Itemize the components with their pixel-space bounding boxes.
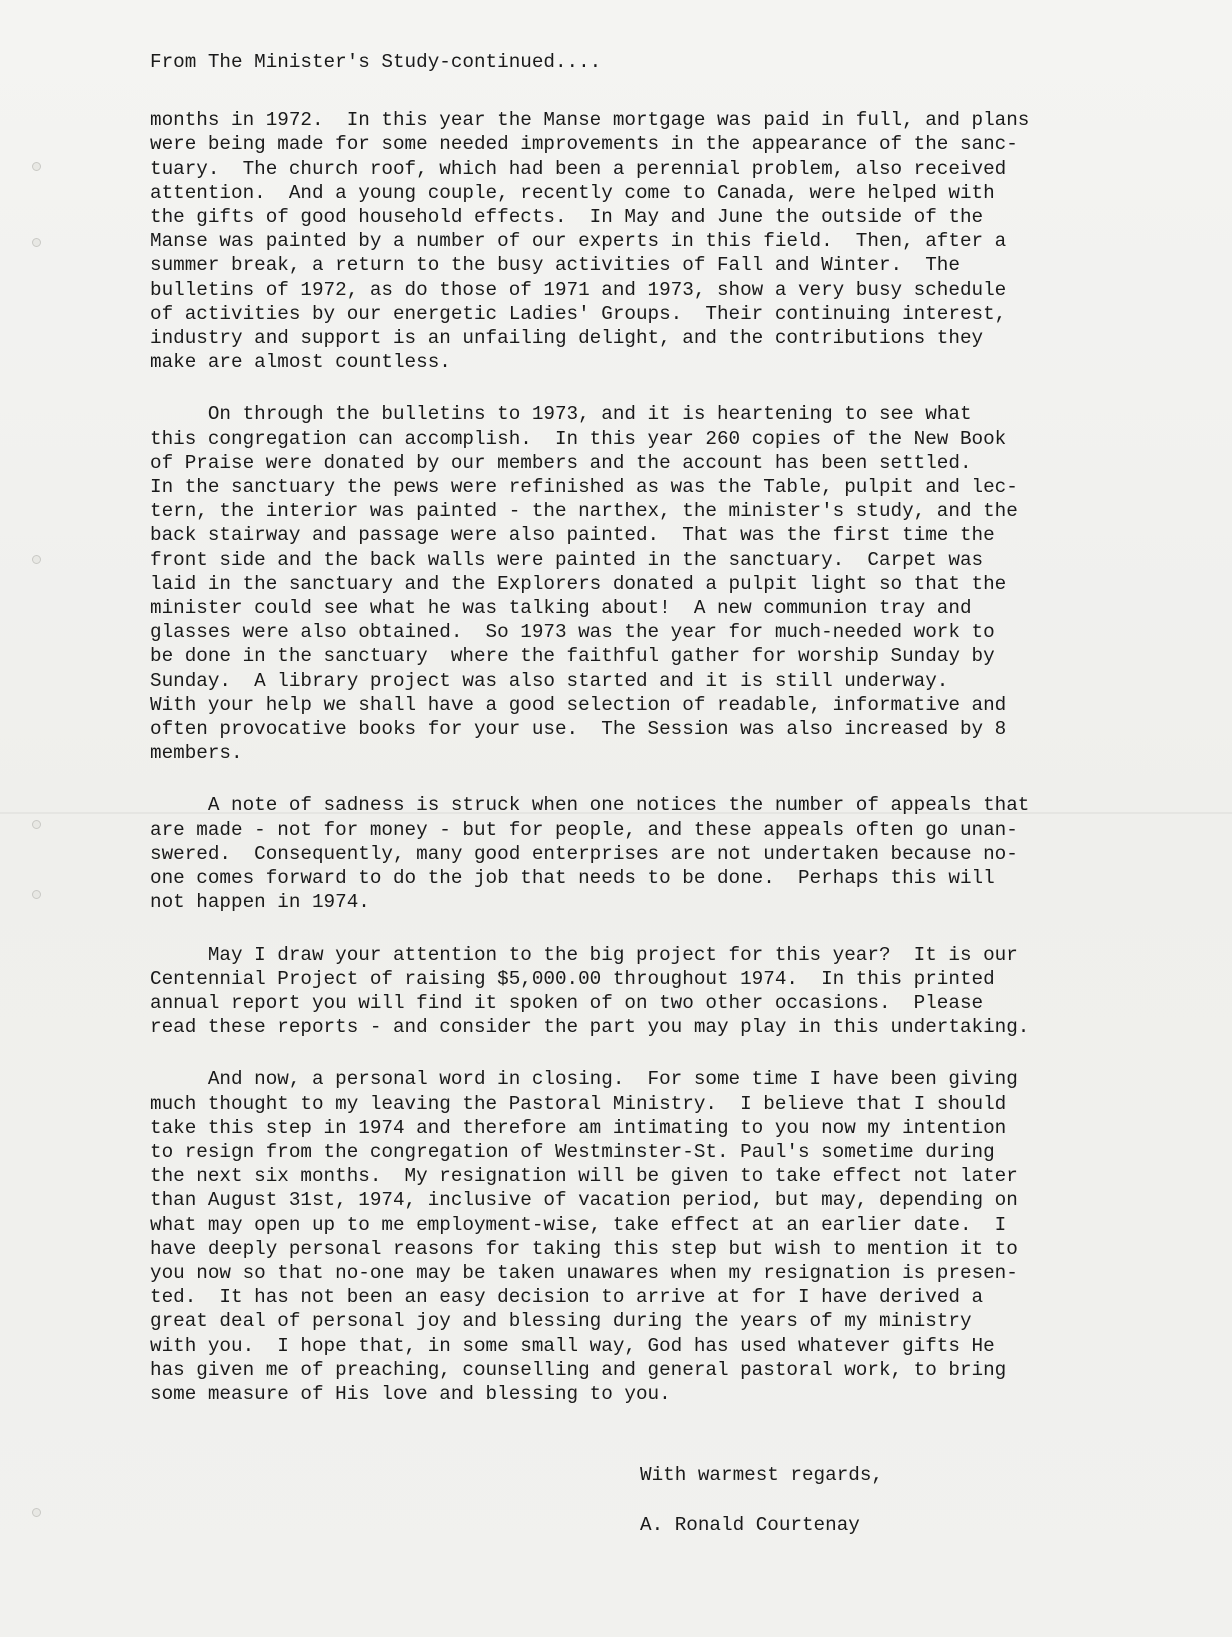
text-line: attention. And a young couple, recently come to Canada, were helped with [150,181,995,204]
text-line: of activities by our energetic Ladies' Groups. Their continuing interest, [150,302,1007,325]
text-line: back stairway and passage were also painted. That was the first time the [150,524,995,547]
text-line: annual report you will find it spoken of on two other occasions. Please [150,991,984,1014]
text-line: be done in the sanctuary where the faithful gather for worship Sunday by [150,645,995,668]
text-line: great deal of personal joy and blessing during the years of my ministry [150,1310,972,1333]
text-line: has given me of preaching, counselling and general pastoral work, to bring [150,1358,1007,1381]
punch-hole [32,1508,41,1517]
text-line: Manse was painted by a number of our experts in this field. Then, after a [150,230,1007,253]
text-line: On through the bulletins to 1973, and it is heartening to see what [150,403,972,426]
text-line: months in 1972. In this year the Manse mortgage was paid in full, and plans [150,109,1030,132]
text-line: often provocative books for your use. The Session was also increased by 8 [150,718,1007,741]
text-line: some measure of His love and blessing to you. [150,1382,671,1405]
text-line: glasses were also obtained. So 1973 was the year for much-needed work to [150,621,995,644]
text-line: Centennial Project of raising $5,000.00 throughout 1974. In this printed [150,967,995,990]
page-header: From The Minister's Study-continued.... [150,51,602,73]
text-line: In the sanctuary the pews were refinished as was the Table, pulpit and lec- [150,476,1018,499]
punch-hole [32,555,41,564]
paragraphs [150,108,1110,1406]
paragraph [150,793,1110,914]
paragraph [150,108,1110,374]
text-line: with you. I hope that, in some small way, God has used whatever gifts He [150,1334,995,1357]
paragraph [150,943,1110,1040]
text-line: With your help we shall have a good selection of readable, informative and [150,693,1007,716]
text-line: tuary. The church roof, which had been a perennial problem, also received [150,157,1007,180]
text-line: to resign from the congregation of Westminster-St. Paul's sometime during [150,1140,995,1163]
text-line: bulletins of 1972, as do those of 1971 and 1973, show a very busy schedule [150,278,1007,301]
text-line: are made - not for money - but for people, and these appeals often go unan- [150,818,1018,841]
text-line: make are almost countless. [150,351,451,374]
text-line: have deeply personal reasons for taking this step but wish to mention it to [150,1237,1018,1260]
text-line: what may open up to me employment-wise, take effect at an earlier date. I [150,1213,1007,1236]
text-line: May I draw your attention to the big project for this year? It is our [150,943,1018,966]
text-line: one comes forward to do the job that needs to be done. Perhaps this will [150,867,995,890]
text-line: than August 31st, 1974, inclusive of vacation period, but may, depending on [150,1189,1018,1212]
text-line: front side and the back walls were painted in the sanctuary. Carpet was [150,548,984,571]
text-line: industry and support is an unfailing delight, and the contributions they [150,327,984,350]
punch-hole [32,238,41,247]
text-line: the gifts of good household effects. In May and June the outside of the [150,206,984,229]
text-line: summer break, a return to the busy activities of Fall and Winter. The [150,254,960,277]
salutation: With warmest regards, [640,1464,883,1486]
signature: A. Ronald Courtenay [640,1514,860,1536]
text-line: laid in the sanctuary and the Explorers donated a pulpit light so that the [150,572,1007,595]
paragraph [150,1067,1110,1406]
text-line: not happen in 1974. [150,891,370,914]
punch-hole [32,162,41,171]
letter-body [150,40,1110,1406]
text-line: of Praise were donated by our members and the account has been settled. [150,451,972,474]
text-line: read these reports - and consider the part you may play in this undertaking. [150,1016,1030,1039]
text-line: this congregation can accomplish. In this year 260 copies of the New Book [150,427,1007,450]
text-line: Sunday. A library project was also started and it is still underway. [150,669,949,692]
text-line: minister could see what he was talking about! A new communion tray and [150,597,972,620]
text-line: A note of sadness is struck when one notices the number of appeals that [150,794,1030,817]
text-line: ted. It has not been an easy decision to arrive at for I have derived a [150,1286,984,1309]
text-line: you now so that no-one may be taken unawares when my resignation is presen- [150,1261,1018,1284]
text-line: the next six months. My resignation will be given to take effect not later [150,1165,1018,1188]
text-line: tern, the interior was painted - the narthex, the minister's study, and the [150,500,1018,523]
text-line: members. [150,742,243,765]
text-line: take this step in 1974 and therefore am intimating to you now my intention [150,1116,1007,1139]
text-line: swered. Consequently, many good enterprises are not undertaken because no- [150,842,1018,865]
text-line: were being made for some needed improvements in the appearance of the sanc- [150,133,1018,156]
text-line: And now, a personal word in closing. For some time I have been giving [150,1068,1018,1091]
punch-hole [32,890,41,899]
punch-hole [32,820,41,829]
paragraph [150,402,1110,765]
text-line: much thought to my leaving the Pastoral Ministry. I believe that I should [150,1092,1007,1115]
